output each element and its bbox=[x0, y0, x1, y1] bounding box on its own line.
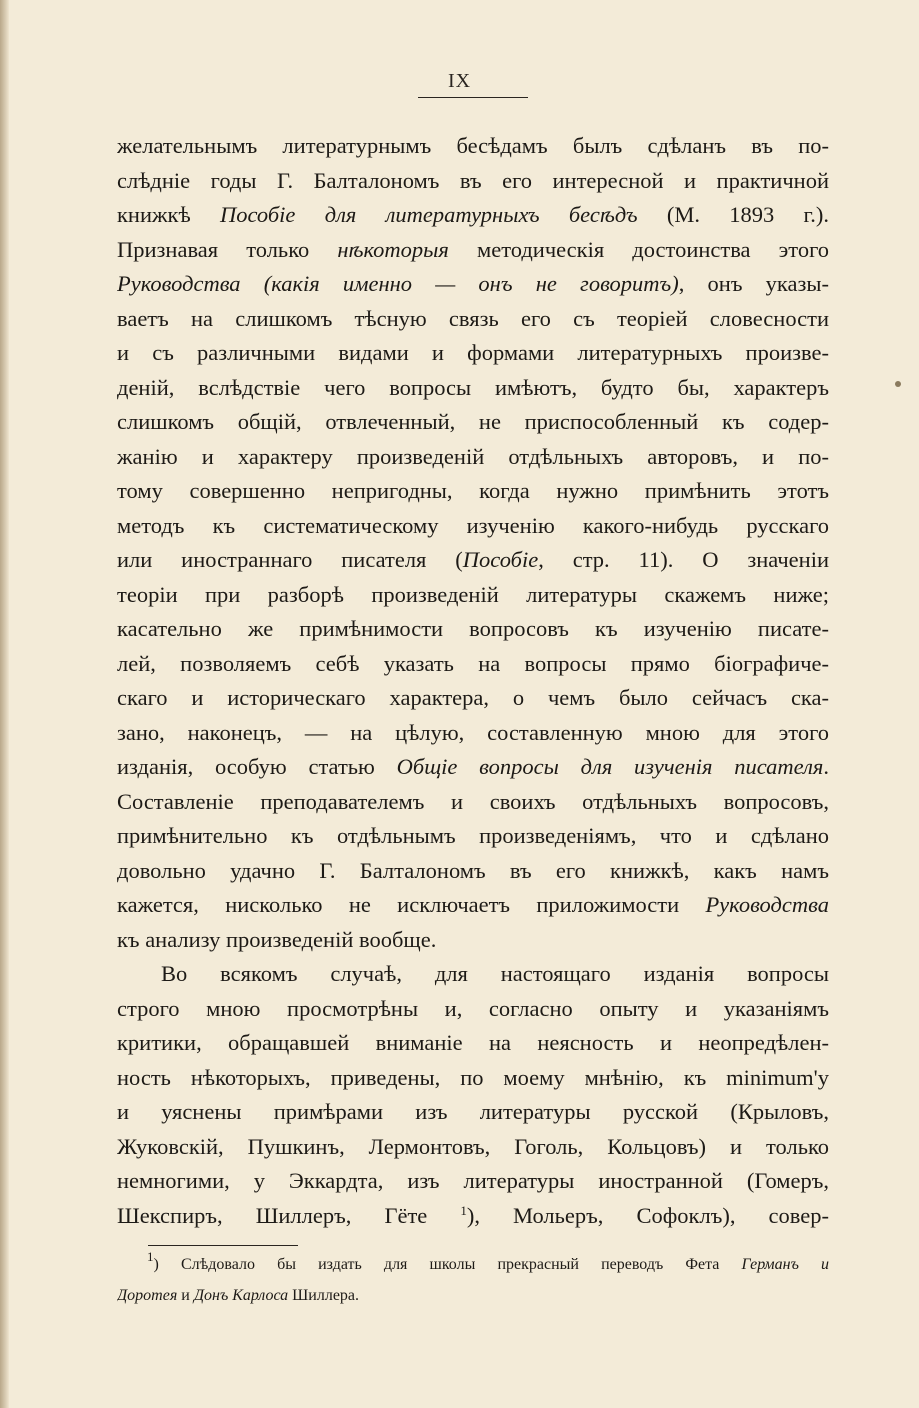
footnote-marker: 1 bbox=[147, 1249, 154, 1264]
text-line bbox=[117, 543, 829, 578]
text-line bbox=[117, 923, 829, 958]
text-line bbox=[117, 233, 829, 268]
footnote-text: Шиллера. bbox=[288, 1287, 360, 1304]
page-number: IX bbox=[447, 70, 472, 92]
text-line bbox=[117, 1199, 829, 1234]
text-line bbox=[117, 267, 829, 302]
line-text: теоріи при разборѣ произведеній литературы скажемъ ниже; bbox=[117, 581, 829, 607]
line-text: зано, наконецъ, — на цѣлую, составленную мною для этого bbox=[117, 719, 829, 745]
line-text: слишкомъ общій, отвлеченный, не приспособленный къ содер- bbox=[117, 409, 829, 434]
text-line bbox=[117, 612, 829, 647]
text-line bbox=[117, 1130, 829, 1165]
line-text: . bbox=[823, 754, 829, 779]
line-text: ), Мольеръ, Софоклъ), совер- bbox=[466, 1202, 829, 1228]
line-text: , онъ указы- bbox=[678, 271, 829, 296]
line-text: къ анализу произведеній вообще. bbox=[117, 926, 437, 952]
line-text: изданія, особую статью bbox=[117, 754, 397, 779]
text-line bbox=[117, 750, 829, 785]
line-text: Во всякомъ случаѣ, для настоящаго изданія вопросы bbox=[161, 961, 829, 986]
line-text: кажется, нисколько не исключаетъ приложимости bbox=[117, 892, 706, 917]
footnote-line bbox=[117, 1249, 829, 1280]
line-text: касательно же примѣнимости вопросовъ къ изученію писате- bbox=[117, 616, 829, 641]
text-line bbox=[117, 1061, 829, 1096]
text-line bbox=[117, 405, 829, 440]
header-rule bbox=[418, 97, 528, 98]
line-text: критики, обращавшей вниманіе на неясность и неопредѣлен- bbox=[117, 1030, 829, 1055]
line-text: примѣнительно къ отдѣльнымъ произведеніямъ, что и сдѣлано bbox=[117, 823, 829, 848]
line-text: слѣдніе годы Г. Балталономъ въ его интересной и практичной bbox=[117, 167, 829, 193]
body-text bbox=[117, 129, 829, 1233]
text-line bbox=[117, 992, 829, 1027]
line-text: деній, вслѣдствіе чего вопросы имѣютъ, будто бы, характеръ bbox=[117, 374, 829, 400]
italic-title: Руководства bbox=[705, 892, 829, 917]
text-line bbox=[117, 819, 829, 854]
text-line bbox=[117, 854, 829, 889]
line-text: Признавая только bbox=[117, 236, 338, 262]
text-line bbox=[117, 681, 829, 716]
footnote-italic-text: Донъ Карлоса bbox=[193, 1287, 289, 1304]
text-line bbox=[117, 578, 829, 613]
line-text: строго мною просмотрѣны и, согласно опыту и указаніямъ bbox=[117, 995, 829, 1021]
line-text: методъ къ систематическому изученію какого-нибудь русскаго bbox=[117, 512, 829, 538]
footnote-line bbox=[117, 1280, 829, 1311]
text-line bbox=[117, 647, 829, 682]
page-spine-shadow bbox=[0, 0, 9, 1408]
text-line bbox=[117, 1026, 829, 1061]
line-text: методическія достоинства этого bbox=[448, 236, 829, 262]
italic-title: Пособіе для литературныхъ бесѣдъ bbox=[219, 202, 638, 227]
line-text: и съ различными видами и формами литературныхъ произве- bbox=[117, 340, 829, 365]
footnote-italic-text: Доротея bbox=[117, 1287, 178, 1304]
line-text: довольно удачно Г. Балталономъ въ его книжкѣ, какъ намъ bbox=[117, 857, 829, 883]
text-line bbox=[117, 785, 829, 820]
line-text: скаго и историческаго характера, о чемъ было сейчасъ ска- bbox=[117, 685, 829, 710]
text-line bbox=[117, 164, 829, 199]
text-line bbox=[117, 198, 829, 233]
line-text: Составленіе преподавателемъ и своихъ отдѣльныхъ вопросовъ, bbox=[117, 788, 829, 814]
italic-title: Общіе вопросы для изученія писателя bbox=[396, 754, 824, 779]
italic-title: Пособіе bbox=[462, 547, 539, 572]
line-text: и уяснены примѣрами изъ литературы русской (Крыловъ, bbox=[117, 1099, 829, 1124]
text-line bbox=[117, 440, 829, 475]
line-text: ваетъ на слишкомъ тѣсную связь его съ теоріей словесности bbox=[117, 305, 829, 331]
text-line bbox=[117, 474, 829, 509]
line-text: лей, позволяемъ себѣ указать на вопросы прямо біографиче- bbox=[117, 650, 829, 676]
line-text: Шекспиръ, Шиллеръ, Гёте bbox=[117, 1202, 461, 1228]
paper-speck bbox=[895, 381, 901, 387]
line-text: книжкѣ bbox=[117, 202, 220, 227]
footnote-ref: 1 bbox=[460, 1202, 467, 1218]
line-text: ность нѣкоторыхъ, приведены, по моему мнѣнію, къ minimum'у bbox=[117, 1064, 829, 1090]
text-line bbox=[117, 888, 829, 923]
footnote-rule bbox=[148, 1245, 298, 1246]
line-text: , стр. 11). О значеніи bbox=[538, 547, 829, 572]
text-line bbox=[117, 302, 829, 337]
text-line bbox=[117, 1164, 829, 1199]
text-line bbox=[117, 1095, 829, 1130]
italic-title: нѣкоторыя bbox=[337, 236, 449, 262]
footnote-text: и bbox=[177, 1287, 194, 1304]
line-text: (М. 1893 г.). bbox=[637, 202, 829, 227]
line-text: Жуковскій, Пушкинъ, Лермонтовъ, Гоголь, Кольцовъ) и только bbox=[117, 1133, 829, 1159]
line-text: жанію и характеру произведеній отдѣльныхъ авторовъ, и по- bbox=[117, 443, 829, 469]
line-text: желательнымъ литературнымъ бесѣдамъ былъ сдѣланъ въ по- bbox=[117, 133, 829, 158]
text-line bbox=[117, 509, 829, 544]
italic-title: Руководства (какія именно — онъ не говоритъ) bbox=[117, 271, 679, 296]
text-line bbox=[117, 716, 829, 751]
text-line bbox=[117, 957, 829, 992]
footnote-text: ) Слѣдовало бы издать для школы прекрасный переводъ Фета bbox=[153, 1256, 742, 1273]
text-line bbox=[117, 371, 829, 406]
footnote-italic-text: Германъ и bbox=[741, 1256, 829, 1273]
footnote bbox=[117, 1249, 829, 1311]
text-line bbox=[117, 336, 829, 371]
line-text: немногими, у Эккардта, изъ литературы иностранной (Гомеръ, bbox=[117, 1168, 829, 1193]
line-text: или иностраннаго писателя ( bbox=[117, 547, 463, 572]
line-text: тому совершенно непригодны, когда нужно примѣнить этотъ bbox=[117, 478, 829, 503]
text-line bbox=[117, 129, 829, 164]
